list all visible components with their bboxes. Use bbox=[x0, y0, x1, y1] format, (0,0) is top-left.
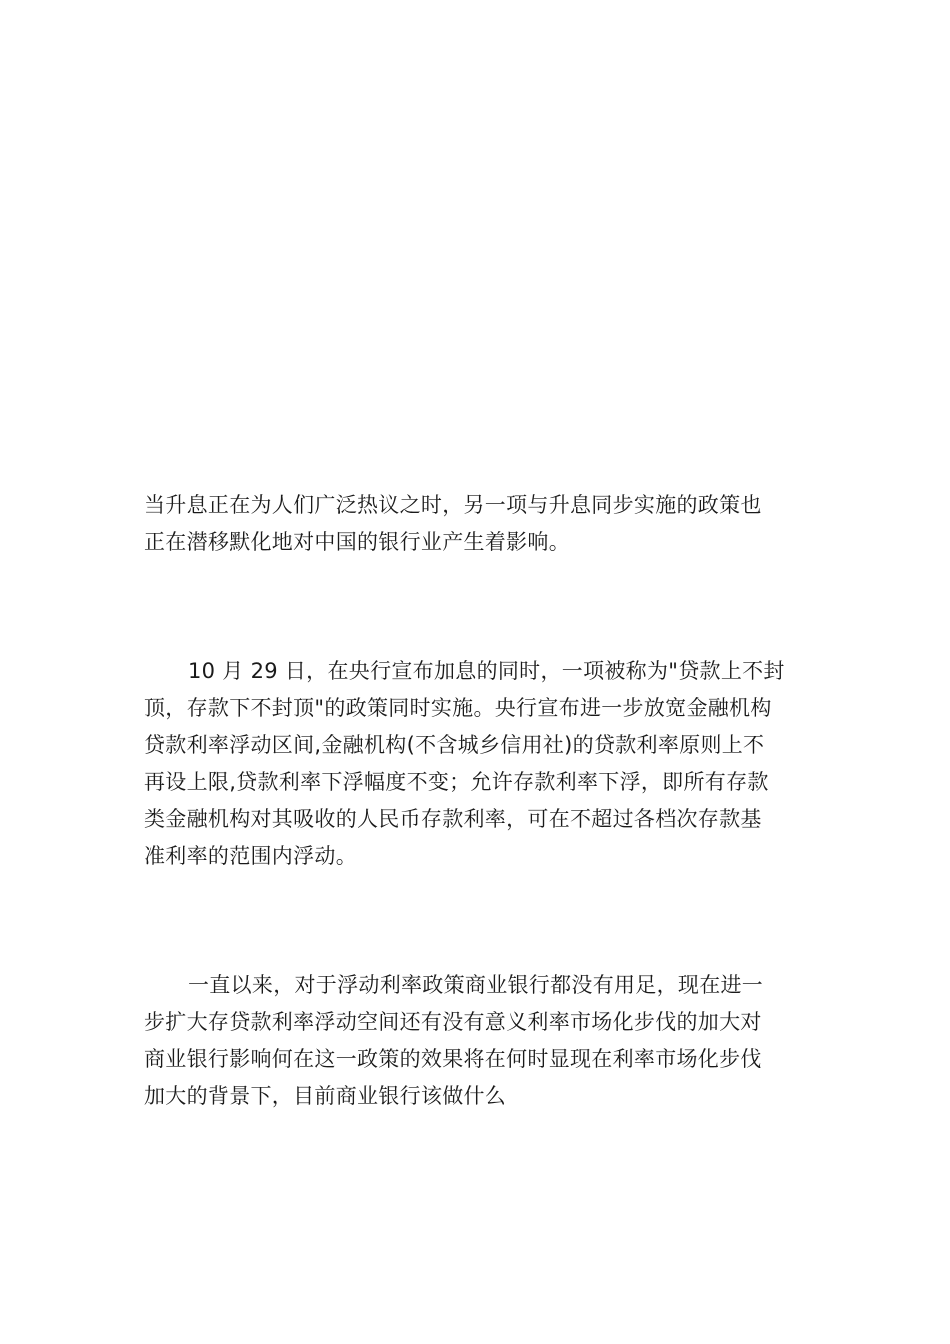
paragraph-line: 一直以来，对于浮动利率政策商业银行都没有用足，现在进一 bbox=[188, 973, 764, 997]
paragraph-line: 10 月 29 日，在央行宣布加息的同时，一项被称为"贷款上不封 bbox=[188, 659, 785, 683]
paragraph-line: 顶，存款下不封顶"的政策同时实施。央行宣布进一步放宽金融机构 bbox=[144, 696, 772, 720]
document-body bbox=[144, 487, 814, 1115]
paragraph-line: 正在潜移默化地对中国的银行业产生着影响。 bbox=[144, 530, 570, 554]
paragraph-line: 商业银行影响何在这一政策的效果将在何时显现在利率市场化步伐 bbox=[144, 1047, 762, 1071]
paragraph-spacer bbox=[144, 875, 814, 967]
paragraph-spacer bbox=[144, 561, 814, 653]
paragraph-1 bbox=[144, 487, 814, 561]
paragraph-line: 加大的背景下，目前商业银行该做什么 bbox=[144, 1084, 507, 1108]
paragraph-2 bbox=[144, 653, 814, 875]
paragraph-line: 再设上限,贷款利率下浮幅度不变；允许存款利率下浮，即所有存款 bbox=[144, 770, 769, 794]
paragraph-line: 准利率的范围内浮动。 bbox=[144, 844, 357, 868]
paragraph-line: 贷款利率浮动区间,金融机构(不含城乡信用社)的贷款利率原则上不 bbox=[144, 733, 765, 757]
paragraph-line: 当升息正在为人们广泛热议之时，另一项与升息同步实施的政策也 bbox=[144, 493, 762, 517]
paragraph-line: 步扩大存贷款利率浮动空间还有没有意义利率市场化步伐的加大对 bbox=[144, 1010, 762, 1034]
paragraph-3 bbox=[144, 967, 814, 1115]
paragraph-line: 类金融机构对其吸收的人民币存款利率，可在不超过各档次存款基 bbox=[144, 807, 762, 831]
